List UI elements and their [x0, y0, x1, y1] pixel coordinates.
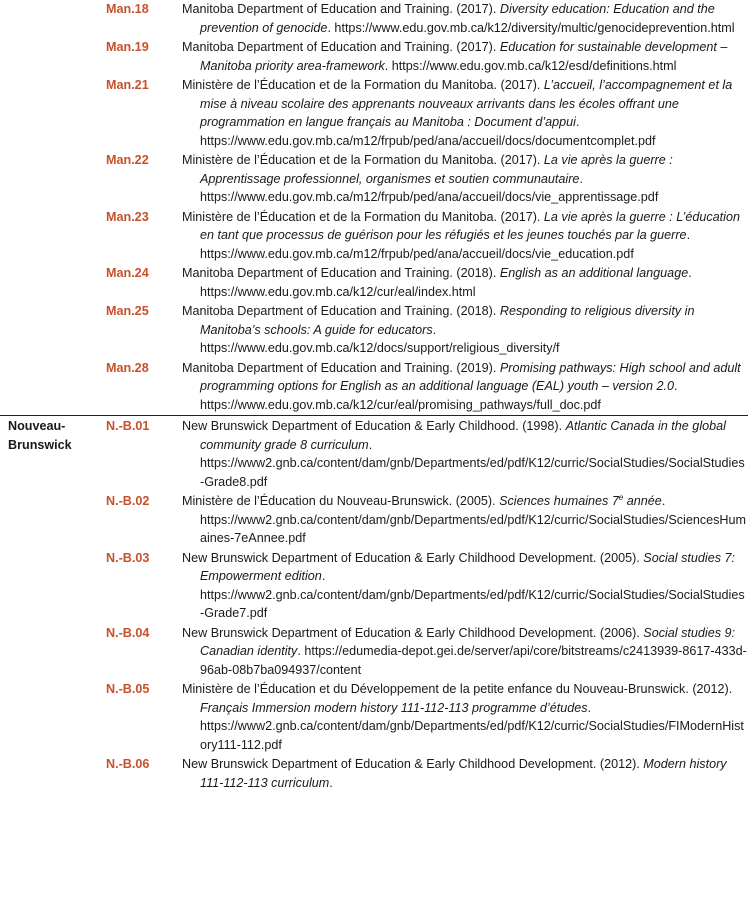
- reference-citation: [182, 76, 748, 150]
- reference-row: [0, 38, 748, 76]
- reference-row: [0, 302, 748, 359]
- citation-url: . https://edumedia-depot.gei.de/server/api/core/bitstreams/c2413939-8617-433d-96ab-08b7ba094937/content: [200, 644, 747, 677]
- reference-citation: [182, 624, 748, 680]
- reference-citation: [182, 302, 748, 358]
- reference-code: Man.22: [106, 153, 149, 167]
- reference-code: Man.19: [106, 40, 149, 54]
- reference-cell: [182, 359, 748, 416]
- citation-author-year: Ministère de l’Éducation du Nouveau-Brunswick. (2005).: [182, 494, 500, 508]
- reference-code: N.-B.02: [106, 494, 150, 508]
- province-label: [0, 208, 106, 265]
- citation-author-year: Ministère de l’Éducation et du Développement de la petite enfance du Nouveau-Brunswick. (2012).: [182, 682, 733, 696]
- citation-title-text: Atlantic Canada in the global community grade 8 curriculum: [200, 419, 726, 452]
- citation-url: . https://www2.gnb.ca/content/dam/gnb/Departments/ed/pdf/K12/curric/SocialStudies/FIModernHistory111-112.pdf: [200, 700, 744, 752]
- reference-cell: [182, 151, 748, 208]
- citation-title-text: Responding to religious diversity in Manitoba’s schools: A guide for educators: [200, 304, 695, 337]
- reference-row: [0, 416, 748, 493]
- reference-row: [0, 359, 748, 416]
- reference-citation: [182, 0, 748, 37]
- reference-code: N.-B.05: [106, 682, 150, 696]
- reference-cell: [182, 492, 748, 549]
- citation-author-year: Manitoba Department of Education and Training. (2018).: [182, 304, 500, 318]
- citation-author-year: New Brunswick Department of Education & Early Childhood Development. (2005).: [182, 550, 644, 565]
- province-label: [0, 76, 106, 151]
- province-label: [0, 302, 106, 359]
- citation-url: . https://www.edu.gov.mb.ca/m12/frpub/ped/ana/accueil/docs/documentcomplet.pdf: [200, 115, 656, 148]
- reference-citation: [182, 755, 748, 792]
- reference-row: [0, 208, 748, 265]
- reference-code: Man.23: [106, 209, 149, 224]
- reference-citation: [182, 549, 748, 623]
- reference-row: [0, 264, 748, 302]
- citation-author-year: Manitoba Department of Education and Training. (2017).: [182, 40, 500, 54]
- citation-author-year: Manitoba Department of Education and Training. (2018).: [182, 266, 500, 280]
- province-label: Nouveau-Brunswick: [0, 416, 106, 493]
- citation-url: . https://www.edu.gov.mb.ca/k12/diversity/multic/genocideprevention.html: [327, 20, 735, 35]
- reference-code: Man.28: [106, 360, 149, 375]
- citation-title-text: English as an additional language: [499, 266, 689, 280]
- reference-code: Man.18: [106, 2, 149, 16]
- citation-url: . https://www.edu.gov.mb.ca/k12/esd/definitions.html: [384, 58, 677, 73]
- citation-title: [499, 494, 662, 508]
- citation-title-text: La vie après la guerre : Apprentissage professionnel, organismes et soutien communautaire: [200, 153, 673, 186]
- reference-citation: [182, 38, 748, 75]
- citation-url: . https://www2.gnb.ca/content/dam/gnb/Departments/ed/pdf/K12/curric/SocialStudies/SocialStudies-Grade7.pdf: [200, 569, 745, 620]
- citation-title-text: La vie après la guerre : L’éducation en tant que processus de guérison pour les réfugiés et les jeunes touchés par la guerre: [200, 209, 740, 242]
- citation-author-year: Ministère de l’Éducation et de la Formation du Manitoba. (2017).: [182, 209, 544, 224]
- reference-code: N.-B.04: [106, 625, 150, 640]
- reference-cell: [182, 680, 748, 755]
- reference-row: [0, 492, 748, 549]
- citation-url: . https://www2.gnb.ca/content/dam/gnb/Departments/ed/pdf/K12/curric/SocialStudies/SciencesHumaines-7eAnnee.pdf: [200, 494, 747, 545]
- citation-author-year: Ministère de l’Éducation et de la Formation du Manitoba. (2017).: [182, 153, 544, 167]
- province-label: [0, 755, 106, 793]
- reference-citation: [182, 264, 748, 301]
- citation-url: .: [329, 775, 333, 790]
- reference-code: N.-B.06: [106, 757, 150, 771]
- citation-title-text: L’accueil, l’accompagnement et la mise à niveau scolaire des apprenants nouveaux arrivants dans les écoles offrant une programmation en langue français au Manitoba : Document d’appui: [200, 78, 733, 129]
- citation-title-text: Education for sustainable development – Manitoba priority area-framework: [200, 40, 728, 73]
- reference-citation: [182, 417, 748, 491]
- reference-row: [0, 680, 748, 755]
- reference-cell: [182, 0, 748, 38]
- citation-author-year: New Brunswick Department of Education & Early Childhood. (1998).: [182, 419, 566, 433]
- citation-title-text: Social studies 9: Canadian identity: [200, 625, 736, 658]
- citation-title-rest: année: [623, 494, 662, 508]
- reference-citation: [182, 680, 748, 754]
- reference-citation: [182, 208, 748, 264]
- citation-title: [500, 266, 688, 280]
- reference-cell: [182, 624, 748, 681]
- province-label: [0, 264, 106, 302]
- province-label: [0, 680, 106, 755]
- citation-url: . https://www.edu.gov.mb.ca/k12/docs/support/religious_diversity/f: [200, 322, 560, 355]
- citation-title: [200, 701, 588, 715]
- reference-code: Man.24: [106, 266, 149, 280]
- reference-code: N.-B.01: [106, 416, 182, 493]
- reference-cell: [182, 755, 748, 793]
- citation-title-text: Diversity education: Education and the prevention of genocide: [200, 2, 715, 35]
- citation-url: . https://www.edu.gov.mb.ca/m12/frpub/ped/ana/accueil/docs/vie_education.pdf: [200, 228, 691, 261]
- citation-author-year: New Brunswick Department of Education & Early Childhood Development. (2012).: [182, 757, 644, 771]
- citation-title-text: Modern history 111-112-113 curriculum: [200, 757, 727, 790]
- reference-row: [0, 0, 748, 38]
- reference-row: [0, 549, 748, 624]
- reference-cell: [182, 76, 748, 151]
- citation-author-year: New Brunswick Department of Education & Early Childhood Development. (2006).: [182, 625, 644, 640]
- reference-code: Man.25: [106, 304, 149, 318]
- citation-title-text: Sciences humaines 7: [499, 494, 619, 508]
- reference-row: [0, 755, 748, 793]
- province-label: [0, 38, 106, 76]
- reference-code: Man.21: [106, 78, 149, 92]
- citation-author-year: Manitoba Department of Education and Training. (2017).: [182, 2, 500, 16]
- reference-cell: [182, 549, 748, 624]
- citation-url: . https://www.edu.gov.mb.ca/k12/cur/eal/promising_pathways/full_doc.pdf: [200, 379, 678, 412]
- citation-author-year: Manitoba Department of Education and Training. (2019).: [182, 360, 500, 375]
- citation-author-year: Ministère de l’Éducation et de la Formation du Manitoba. (2017).: [182, 78, 544, 92]
- reference-cell: [182, 264, 748, 302]
- reference-cell: [182, 416, 748, 493]
- reference-citation: [182, 359, 748, 415]
- reference-cell: [182, 38, 748, 76]
- citation-url: . https://www.edu.gov.mb.ca/m12/frpub/ped/ana/accueil/docs/vie_apprentissage.pdf: [200, 171, 659, 204]
- reference-cell: [182, 208, 748, 265]
- reference-citation: [182, 492, 748, 548]
- reference-row: [0, 76, 748, 151]
- province-label: [0, 492, 106, 549]
- citation-url: . https://www2.gnb.ca/content/dam/gnb/Departments/ed/pdf/K12/curric/SocialStudies/SocialStudies-Grade8.pdf: [200, 437, 745, 489]
- reference-code: N.-B.03: [106, 550, 150, 565]
- province-label: [0, 359, 106, 416]
- reference-row: [0, 151, 748, 208]
- province-label: [0, 624, 106, 681]
- citation-title-text: Social studies 7: Empowerment edition: [200, 550, 736, 583]
- province-label: [0, 151, 106, 208]
- citation-title-text: Promising pathways: High school and adult programming options for English as an additional language (EAL) youth – version 2.0: [200, 360, 741, 393]
- title-superscript: e: [618, 492, 624, 502]
- citation-title-text: Français Immersion modern history 111-112-113 programme d’études: [200, 700, 588, 715]
- reference-row: [0, 624, 748, 681]
- reference-citation: [182, 151, 748, 207]
- citation-url: . https://www.edu.gov.mb.ca/k12/cur/eal/index.html: [200, 266, 692, 299]
- reference-cell: [182, 302, 748, 359]
- province-label: [0, 549, 106, 624]
- province-label: [0, 0, 106, 38]
